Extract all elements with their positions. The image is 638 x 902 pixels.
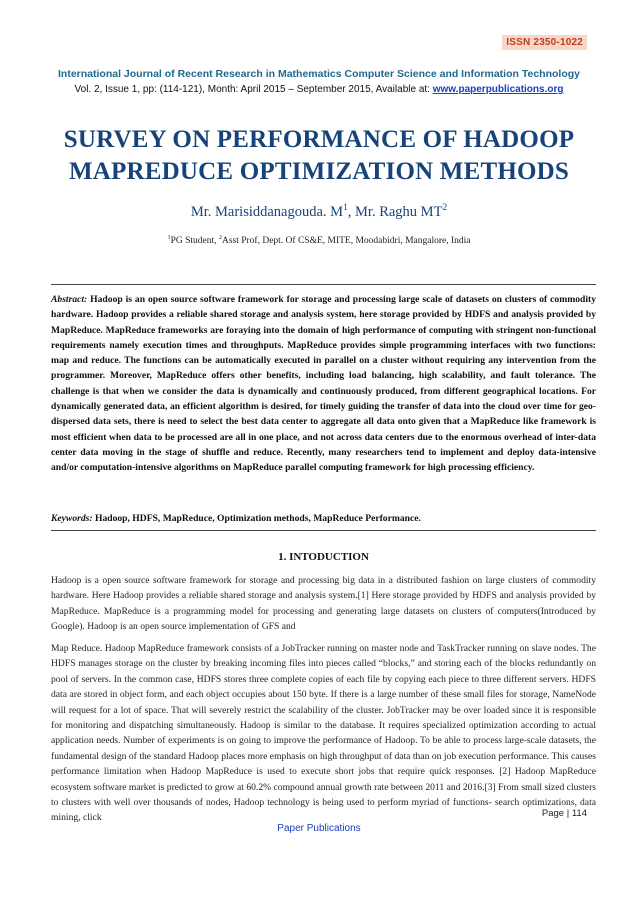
keywords-text: Hadoop, HDFS, MapReduce, Optimization methods, MapReduce Performance. [94,513,421,524]
abstract [51,292,596,476]
affil-text-2: Asst Prof, Dept. Of CS&E, MITE, Moodabidri, Mangalore, India [221,236,471,246]
keywords [51,513,596,524]
author-separator: , [347,204,356,220]
keywords-label: Keywords: [51,513,93,524]
author-1-superscript: 1 [343,203,348,214]
section-heading: 1. INTODUCTION [278,551,369,563]
publisher-footer: Paper Publications [277,823,361,834]
abstract-top-rule [51,284,596,285]
affil-superscript-1: 1 [167,234,171,241]
author-2-superscript: 2 [442,203,448,214]
title-line-1: SURVEY ON PERFORMANCE OF HADOOP [63,126,575,153]
affiliation [30,236,608,246]
title-line-2: MAPREDUCE OPTIMIZATION METHODS [68,158,569,185]
issn-badge: ISSN 2350-1022 [502,35,587,50]
intro-paragraph-1: Hadoop is a open source software framework for storage and processing big data in a distributed fashion on large clusters of commodity hardware. Here Hadoop provides a reliable shared storage and analysis system.[1] Here storage provided by HDFS and analysis provided by MapReduce. MapReduce is a programming model for processing and generating large datasets on clusters of computers(Introduced by Google). Hadoop is an open source implementation of GFS and [51,575,596,633]
author-2: Mr. Raghu MT [355,204,443,220]
author-list [30,204,608,221]
intro-paragraph-2: Map Reduce. Hadoop MapReduce framework consists of a JobTracker running on master node and TaskTracker running on slave nodes. The HDFS manages storage on the cluster by breaking incoming files into pieces called “blocks,” and storing each of the blocks redundantly on pool of servers. In the common case, HDFS stores three complete copies of each file by copying each piece to three different servers. HDFS data are stored in object form, and each object occupies about 150 byte. If there is a large number of these small files for storage, NameNode will request for a lot of space. That will severely restrict the scalability of the cluster. JobTracker may be over loaded since it is responsible for monitoring and dispatching simultaneously. Hadoop is similar to the database. It requires specialized optimization according to actual application needs. Number of experiments is on going to improve the performance of Hadoop. To be able to process large-scale datasets, the fundamental design of the standard Hadoop places more emphasis on high throughput of data than on job execution performance. This causes performance limitation when Hadoop MapReduce is used to execute short jobs that require quick responses. [2] Hadoop MapReduce ecosystem software market is predicted to grow at 60.2% compound annual growth rate between 2011 and 2016.[3] From small sized clusters to clusters with well over thousands of nodes, Hadoop technology is being used to perform myriad of functions- search optimizations, data mining, click [51,643,596,824]
journal-name: International Journal of Recent Research in Mathematics Computer Science and Information Technology [58,68,580,80]
paper-title [30,124,608,188]
affil-superscript-2: 2 [218,234,222,241]
abstract-text: Hadoop is an open source software framework for storage and processing large scale of datasets on clusters of commodity hardware. Hadoop provides a reliable shared storage and analysis system, here storage provided by HDFS and analysis provided by MapReduce. MapReduce frameworks are foraying into the domain of high performance of computing with stringent non-functional requirements namely execution times and throughputs. MapReduce provides simple programming interfaces with two functions: map and reduce. The functions can be automatically executed in parallel on a cluster without requiring any intervention from the programmer. Moreover, MapReduce offers other benefits, including load balancing, high scalability, and fault tolerance. The challenge is that when we consider the data is dynamically and continuously produced, from different geographical locations. For dynamically generated data, an efficient algorithm is desired, for timely guiding the transfer of data into the cloud over time for geo-dispersed data sets, there is need to select the best data center to aggregate all data onto given that a MapReduce like framework is most efficient when data to be processed are all in one place, and not across data centers due to the enormous overhead of inter-data center data moving in the stage of shuffle and reduce. Recently, many researchers tend to implement and deploy data-intensive and/or computation-intensive algorithms on MapReduce parallel computing framework for high processing efficiency. [51,294,596,474]
volume-text: Vol. 2, Issue 1, pp: (114-121), Month: April 2015 – September 2015, Available at: [74,84,433,95]
page-number: Page | 114 [541,808,587,819]
abstract-bottom-rule [51,530,596,531]
affil-text-1: PG Student, [170,236,219,246]
website-link[interactable]: www.paperpublications.org [432,84,564,95]
volume-info [40,84,598,95]
abstract-label: Abstract: [51,294,88,305]
author-1: Mr. Marisiddanagouda. M [190,204,344,220]
